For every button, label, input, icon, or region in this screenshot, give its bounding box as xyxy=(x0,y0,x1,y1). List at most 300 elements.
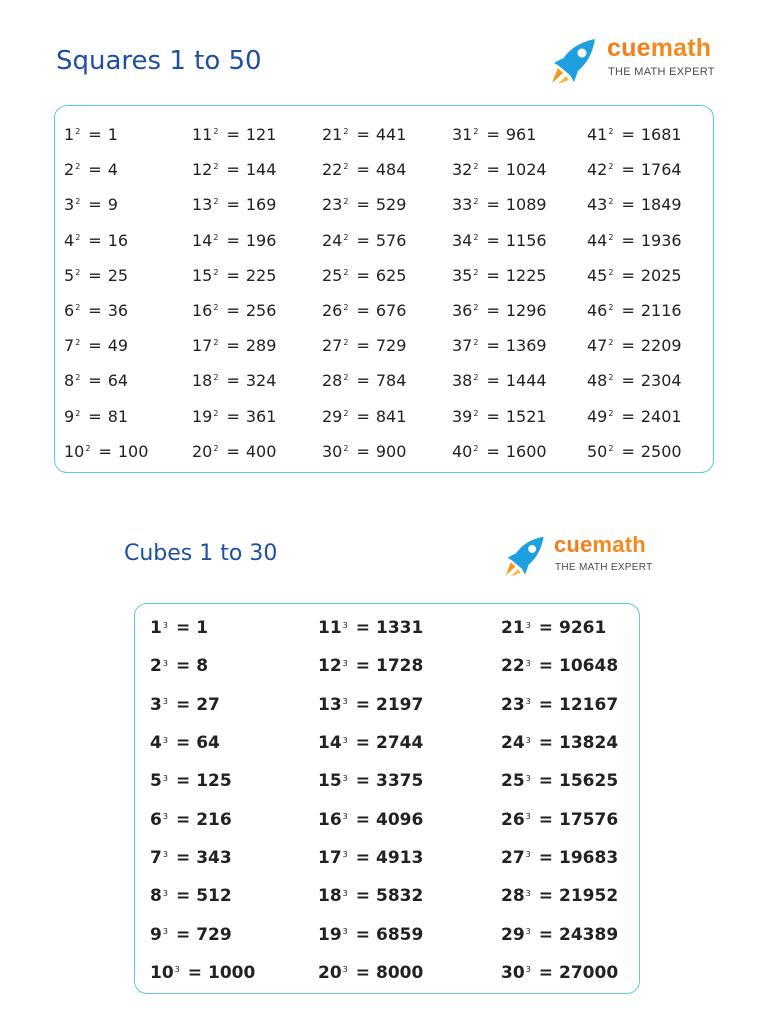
squares-entry xyxy=(64,152,192,187)
base-number: 23 xyxy=(322,195,343,215)
exponent: 2 xyxy=(473,373,479,383)
exponent: 2 xyxy=(213,443,219,453)
exponent: 2 xyxy=(343,127,349,137)
result-value: 1296 xyxy=(505,301,547,321)
result-value: 25 xyxy=(107,265,129,285)
cubes-entry xyxy=(501,686,630,724)
base-number: 37 xyxy=(452,336,473,356)
equals-sign: = xyxy=(356,336,370,356)
result-value: 1024 xyxy=(505,160,547,180)
exponent: 2 xyxy=(75,408,81,418)
result-value: 49 xyxy=(107,336,129,356)
base-number: 6 xyxy=(64,301,75,321)
equals-sign: = xyxy=(88,160,102,180)
exponent: 3 xyxy=(525,812,531,822)
exponent: 3 xyxy=(174,965,180,975)
exponent: 2 xyxy=(75,162,81,172)
result-value: 169 xyxy=(245,195,277,215)
exponent: 2 xyxy=(343,197,349,207)
base-number: 16 xyxy=(318,809,342,830)
base-number: 7 xyxy=(150,847,162,868)
base-number: 24 xyxy=(501,733,525,754)
result-value: 529 xyxy=(375,195,407,215)
equals-sign: = xyxy=(226,301,240,321)
exponent: 2 xyxy=(213,162,219,172)
squares-entry xyxy=(587,152,704,187)
cubes-entry xyxy=(501,954,630,992)
result-value: 100 xyxy=(117,441,149,461)
rocket-icon xyxy=(503,534,549,578)
result-value: 1600 xyxy=(505,441,547,461)
exponent: 2 xyxy=(213,267,219,277)
exponent: 3 xyxy=(342,850,348,860)
result-value: 2304 xyxy=(640,371,682,391)
result-value: 961 xyxy=(505,125,537,145)
result-value: 2401 xyxy=(640,406,682,426)
exponent: 3 xyxy=(525,658,531,668)
equals-sign: = xyxy=(98,441,112,461)
cubes-entry xyxy=(501,877,630,915)
result-value: 9 xyxy=(107,195,118,215)
result-value: 6859 xyxy=(376,924,424,945)
exponent: 2 xyxy=(343,338,349,348)
equals-sign: = xyxy=(355,886,371,907)
result-value: 24389 xyxy=(559,924,619,945)
result-value: 484 xyxy=(375,160,407,180)
result-value: 1156 xyxy=(505,230,547,250)
base-number: 42 xyxy=(587,160,608,180)
squares-entry xyxy=(587,399,704,434)
cubes-entry xyxy=(501,839,630,877)
result-value: 343 xyxy=(196,847,232,868)
cubes-entry xyxy=(501,647,630,685)
exponent: 3 xyxy=(342,773,348,783)
result-value: 225 xyxy=(245,265,277,285)
squares-entry xyxy=(64,328,192,363)
cubes-entry xyxy=(150,839,318,877)
squares-entry xyxy=(322,117,452,152)
base-number: 34 xyxy=(452,230,473,250)
exponent: 2 xyxy=(473,162,479,172)
brand-name: cuemath xyxy=(554,532,646,557)
base-number: 14 xyxy=(318,733,342,754)
base-number: 13 xyxy=(318,694,342,715)
squares-entry xyxy=(322,434,452,469)
squares-entry xyxy=(192,258,322,293)
cubes-table xyxy=(150,609,630,992)
exponent: 3 xyxy=(342,735,348,745)
equals-sign: = xyxy=(175,733,191,754)
equals-sign: = xyxy=(226,371,240,391)
cubes-entry xyxy=(318,609,501,647)
exponent: 2 xyxy=(75,338,81,348)
squares-entry xyxy=(452,152,587,187)
base-number: 24 xyxy=(322,230,343,250)
squares-entry xyxy=(64,434,192,469)
exponent: 2 xyxy=(343,303,349,313)
base-number: 23 xyxy=(501,694,525,715)
result-value: 17576 xyxy=(559,809,619,830)
exponent: 2 xyxy=(213,408,219,418)
squares-entry xyxy=(452,363,587,398)
base-number: 9 xyxy=(64,406,75,426)
equals-sign: = xyxy=(175,694,191,715)
squares-entry xyxy=(192,152,322,187)
base-number: 25 xyxy=(501,771,525,792)
exponent: 2 xyxy=(608,373,614,383)
result-value: 64 xyxy=(107,371,129,391)
base-number: 28 xyxy=(501,886,525,907)
squares-entry xyxy=(322,399,452,434)
equals-sign: = xyxy=(226,406,240,426)
cubes-entry xyxy=(501,800,630,838)
equals-sign: = xyxy=(226,160,240,180)
cubes-entry xyxy=(150,954,318,992)
exponent: 3 xyxy=(525,850,531,860)
result-value: 1000 xyxy=(208,962,256,983)
base-number: 6 xyxy=(150,809,162,830)
base-number: 9 xyxy=(150,924,162,945)
base-number: 8 xyxy=(64,371,75,391)
squares-entry xyxy=(192,363,322,398)
base-number: 5 xyxy=(150,771,162,792)
equals-sign: = xyxy=(226,230,240,250)
result-value: 3375 xyxy=(376,771,424,792)
exponent: 3 xyxy=(342,927,348,937)
result-value: 1 xyxy=(107,125,118,145)
result-value: 441 xyxy=(375,125,407,145)
result-value: 625 xyxy=(375,265,407,285)
base-number: 29 xyxy=(501,924,525,945)
exponent: 2 xyxy=(343,408,349,418)
result-value: 10648 xyxy=(559,656,619,677)
base-number: 29 xyxy=(322,406,343,426)
squares-entry xyxy=(64,363,192,398)
equals-sign: = xyxy=(226,336,240,356)
exponent: 2 xyxy=(75,373,81,383)
result-value: 729 xyxy=(375,336,407,356)
base-number: 1 xyxy=(150,618,162,639)
brand-tagline: THE MATH EXPERT xyxy=(608,66,715,78)
squares-entry xyxy=(452,293,587,328)
exponent: 2 xyxy=(473,232,479,242)
base-number: 18 xyxy=(192,371,213,391)
squares-entry xyxy=(322,258,452,293)
cubes-entry xyxy=(318,800,501,838)
equals-sign: = xyxy=(621,371,635,391)
equals-sign: = xyxy=(621,230,635,250)
base-number: 47 xyxy=(587,336,608,356)
equals-sign: = xyxy=(187,962,203,983)
result-value: 2744 xyxy=(376,733,424,754)
equals-sign: = xyxy=(486,441,500,461)
squares-entry xyxy=(322,328,452,363)
exponent: 3 xyxy=(525,735,531,745)
equals-sign: = xyxy=(88,301,102,321)
equals-sign: = xyxy=(175,924,191,945)
cubes-entry xyxy=(150,647,318,685)
result-value: 125 xyxy=(196,771,232,792)
exponent: 2 xyxy=(213,232,219,242)
exponent: 3 xyxy=(525,697,531,707)
base-number: 22 xyxy=(501,656,525,677)
exponent: 2 xyxy=(75,197,81,207)
equals-sign: = xyxy=(538,847,554,868)
result-value: 27 xyxy=(196,694,220,715)
base-number: 13 xyxy=(192,195,213,215)
equals-sign: = xyxy=(88,125,102,145)
squares-entry xyxy=(587,328,704,363)
cubes-entry xyxy=(318,954,501,992)
result-value: 900 xyxy=(375,441,407,461)
cubes-entry xyxy=(150,686,318,724)
rocket-icon xyxy=(549,36,601,86)
exponent: 2 xyxy=(608,267,614,277)
base-number: 1 xyxy=(64,125,75,145)
exponent: 2 xyxy=(343,373,349,383)
exponent: 2 xyxy=(75,127,81,137)
base-number: 19 xyxy=(318,924,342,945)
equals-sign: = xyxy=(355,618,371,639)
squares-entry xyxy=(64,223,192,258)
squares-entry xyxy=(452,223,587,258)
base-number: 12 xyxy=(318,656,342,677)
equals-sign: = xyxy=(621,265,635,285)
base-number: 49 xyxy=(587,406,608,426)
squares-entry xyxy=(192,293,322,328)
exponent: 2 xyxy=(608,127,614,137)
equals-sign: = xyxy=(175,886,191,907)
equals-sign: = xyxy=(486,336,500,356)
result-value: 15625 xyxy=(559,771,619,792)
squares-entry xyxy=(192,223,322,258)
result-value: 729 xyxy=(196,924,232,945)
squares-entry xyxy=(587,187,704,222)
base-number: 4 xyxy=(64,230,75,250)
equals-sign: = xyxy=(88,265,102,285)
exponent: 2 xyxy=(473,127,479,137)
result-value: 144 xyxy=(245,160,277,180)
exponent: 3 xyxy=(525,773,531,783)
base-number: 32 xyxy=(452,160,473,180)
squares-entry xyxy=(192,328,322,363)
equals-sign: = xyxy=(486,160,500,180)
result-value: 4096 xyxy=(376,809,424,830)
equals-sign: = xyxy=(356,406,370,426)
exponent: 2 xyxy=(608,162,614,172)
base-number: 36 xyxy=(452,301,473,321)
equals-sign: = xyxy=(226,125,240,145)
exponent: 2 xyxy=(75,303,81,313)
exponent: 3 xyxy=(162,812,168,822)
exponent: 2 xyxy=(473,303,479,313)
result-value: 1 xyxy=(196,618,209,639)
exponent: 2 xyxy=(213,338,219,348)
equals-sign: = xyxy=(355,771,371,792)
exponent: 2 xyxy=(343,232,349,242)
exponent: 2 xyxy=(75,232,81,242)
equals-sign: = xyxy=(175,618,191,639)
exponent: 2 xyxy=(473,443,479,453)
equals-sign: = xyxy=(355,809,371,830)
result-value: 64 xyxy=(196,733,220,754)
squares-entry xyxy=(452,399,587,434)
equals-sign: = xyxy=(356,125,370,145)
equals-sign: = xyxy=(356,195,370,215)
equals-sign: = xyxy=(88,336,102,356)
exponent: 3 xyxy=(162,697,168,707)
exponent: 2 xyxy=(608,197,614,207)
exponent: 2 xyxy=(608,232,614,242)
equals-sign: = xyxy=(538,694,554,715)
brand-name: cuemath xyxy=(607,34,712,62)
exponent: 2 xyxy=(85,443,91,453)
squares-table xyxy=(64,117,704,469)
exponent: 2 xyxy=(343,162,349,172)
result-value: 512 xyxy=(196,886,232,907)
equals-sign: = xyxy=(175,809,191,830)
squares-entry xyxy=(192,399,322,434)
result-value: 1089 xyxy=(505,195,547,215)
cubes-entry xyxy=(150,609,318,647)
base-number: 27 xyxy=(501,847,525,868)
squares-entry xyxy=(64,258,192,293)
equals-sign: = xyxy=(175,771,191,792)
equals-sign: = xyxy=(226,441,240,461)
result-value: 1849 xyxy=(640,195,682,215)
cubes-entry xyxy=(150,800,318,838)
equals-sign: = xyxy=(88,230,102,250)
equals-sign: = xyxy=(88,406,102,426)
base-number: 21 xyxy=(501,618,525,639)
result-value: 784 xyxy=(375,371,407,391)
base-number: 5 xyxy=(64,265,75,285)
base-number: 33 xyxy=(452,195,473,215)
equals-sign: = xyxy=(538,886,554,907)
equals-sign: = xyxy=(355,656,371,677)
equals-sign: = xyxy=(356,371,370,391)
squares-entry xyxy=(64,399,192,434)
result-value: 324 xyxy=(245,371,277,391)
base-number: 38 xyxy=(452,371,473,391)
result-value: 2209 xyxy=(640,336,682,356)
equals-sign: = xyxy=(355,733,371,754)
result-value: 1521 xyxy=(505,406,547,426)
base-number: 20 xyxy=(318,962,342,983)
equals-sign: = xyxy=(486,406,500,426)
base-number: 15 xyxy=(318,771,342,792)
base-number: 7 xyxy=(64,336,75,356)
base-number: 15 xyxy=(192,265,213,285)
result-value: 16 xyxy=(107,230,129,250)
equals-sign: = xyxy=(355,962,371,983)
equals-sign: = xyxy=(175,656,191,677)
equals-sign: = xyxy=(538,618,554,639)
exponent: 2 xyxy=(343,443,349,453)
squares-entry xyxy=(587,434,704,469)
equals-sign: = xyxy=(88,195,102,215)
base-number: 48 xyxy=(587,371,608,391)
cubes-entry xyxy=(150,877,318,915)
base-number: 19 xyxy=(192,406,213,426)
equals-sign: = xyxy=(226,195,240,215)
result-value: 8 xyxy=(196,656,209,677)
result-value: 196 xyxy=(245,230,277,250)
squares-entry xyxy=(452,328,587,363)
equals-sign: = xyxy=(355,694,371,715)
base-number: 44 xyxy=(587,230,608,250)
squares-entry xyxy=(587,117,704,152)
exponent: 3 xyxy=(342,620,348,630)
squares-entry xyxy=(322,152,452,187)
cuemath-logo xyxy=(503,534,663,586)
base-number: 16 xyxy=(192,301,213,321)
result-value: 289 xyxy=(245,336,277,356)
exponent: 2 xyxy=(608,408,614,418)
squares-entry xyxy=(192,117,322,152)
squares-entry xyxy=(322,223,452,258)
result-value: 1681 xyxy=(640,125,682,145)
equals-sign: = xyxy=(226,265,240,285)
cubes-entry xyxy=(318,762,501,800)
result-value: 361 xyxy=(245,406,277,426)
equals-sign: = xyxy=(175,847,191,868)
exponent: 2 xyxy=(608,303,614,313)
exponent: 2 xyxy=(473,408,479,418)
result-value: 2197 xyxy=(376,694,424,715)
cubes-entry xyxy=(318,647,501,685)
cubes-entry xyxy=(501,915,630,953)
equals-sign: = xyxy=(621,125,635,145)
squares-entry xyxy=(587,293,704,328)
equals-sign: = xyxy=(538,771,554,792)
base-number: 14 xyxy=(192,230,213,250)
base-number: 2 xyxy=(150,656,162,677)
base-number: 18 xyxy=(318,886,342,907)
base-number: 27 xyxy=(322,336,343,356)
cubes-title: Cubes 1 to 30 xyxy=(124,541,278,566)
exponent: 3 xyxy=(342,697,348,707)
equals-sign: = xyxy=(486,371,500,391)
cubes-entry xyxy=(501,609,630,647)
result-value: 676 xyxy=(375,301,407,321)
exponent: 3 xyxy=(525,965,531,975)
cubes-entry xyxy=(150,762,318,800)
squares-entry xyxy=(64,117,192,152)
base-number: 3 xyxy=(150,694,162,715)
cubes-entry xyxy=(318,686,501,724)
cubes-entry xyxy=(150,915,318,953)
exponent: 2 xyxy=(608,338,614,348)
result-value: 400 xyxy=(245,441,277,461)
squares-entry xyxy=(322,293,452,328)
base-number: 26 xyxy=(322,301,343,321)
equals-sign: = xyxy=(486,265,500,285)
result-value: 1936 xyxy=(640,230,682,250)
equals-sign: = xyxy=(538,924,554,945)
result-value: 21952 xyxy=(559,886,619,907)
squares-title: Squares 1 to 50 xyxy=(56,46,262,76)
result-value: 841 xyxy=(375,406,407,426)
base-number: 20 xyxy=(192,441,213,461)
base-number: 41 xyxy=(587,125,608,145)
squares-entry xyxy=(192,187,322,222)
base-number: 4 xyxy=(150,733,162,754)
result-value: 121 xyxy=(245,125,277,145)
base-number: 30 xyxy=(501,962,525,983)
base-number: 10 xyxy=(150,962,174,983)
squares-entry xyxy=(64,187,192,222)
